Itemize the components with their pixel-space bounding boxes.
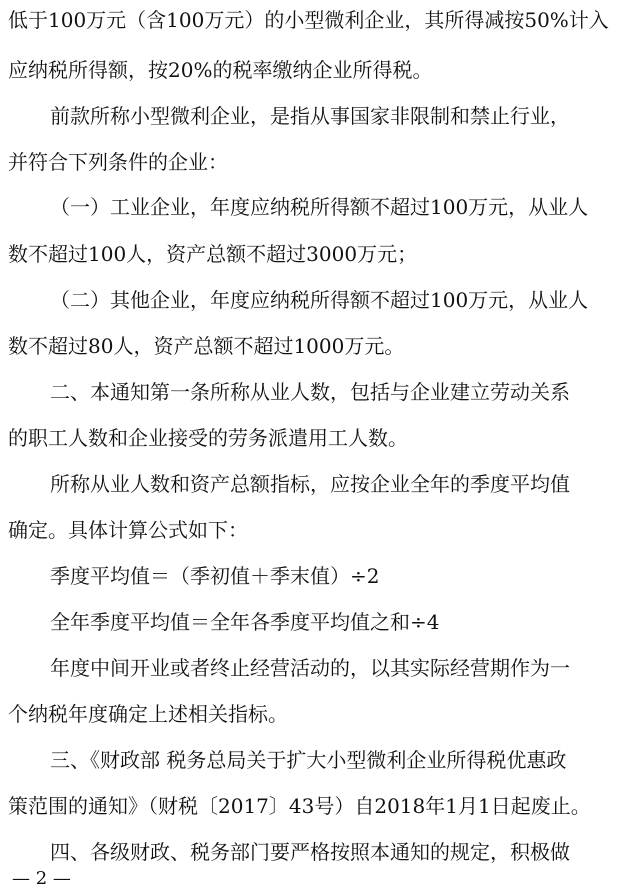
paragraph-start: 二、本通知第一条所称从业人数，包括与企业建立劳动关系 bbox=[50, 380, 570, 404]
text-line: 低于100万元（含100万元）的小型微利企业，其所得减按50%计入 bbox=[8, 8, 609, 32]
text-line: 个纳税年度确定上述相关指标。 bbox=[8, 702, 288, 726]
paragraph-start: 三、《财政部 税务总局关于扩大小型微利企业所得税优惠政 bbox=[50, 748, 567, 772]
text-line: 并符合下列条件的企业： bbox=[8, 150, 228, 174]
text-line: 数不超过100人，资产总额不超过3000万元； bbox=[8, 242, 418, 266]
paragraph-start: 年度中间开业或者终止经营活动的，以其实际经营期作为一 bbox=[50, 656, 570, 680]
text-line: 数不超过80人，资产总额不超过1000万元。 bbox=[8, 334, 405, 358]
paragraph-start: （二）其他企业，年度应纳税所得额不超过100万元，从业人 bbox=[50, 288, 589, 312]
paragraph-start: 前款所称小型微利企业，是指从事国家非限制和禁止行业， bbox=[50, 104, 570, 128]
text-line: 应纳税所得额，按20%的税率缴纳企业所得税。 bbox=[8, 58, 433, 82]
paragraph-start: 四、各级财政、税务部门要严格按照本通知的规定，积极做 bbox=[50, 840, 570, 864]
text-line: 确定。具体计算公式如下： bbox=[8, 518, 248, 542]
paragraph-start: （一）工业企业，年度应纳税所得额不超过100万元，从业人 bbox=[50, 195, 589, 219]
formula-line: 季度平均值＝（季初值＋季末值）÷2 bbox=[50, 564, 380, 588]
text-line: 策范围的通知》（财税〔2017〕43号）自2018年1月1日起废止。 bbox=[8, 794, 591, 818]
page-number: — 2 — bbox=[12, 868, 71, 889]
text-line: 的职工人数和企业接受的劳务派遣用工人数。 bbox=[8, 426, 408, 450]
formula-line: 全年季度平均值＝全年各季度平均值之和÷4 bbox=[50, 610, 440, 634]
paragraph-start: 所称从业人数和资产总额指标，应按企业全年的季度平均值 bbox=[50, 472, 570, 496]
